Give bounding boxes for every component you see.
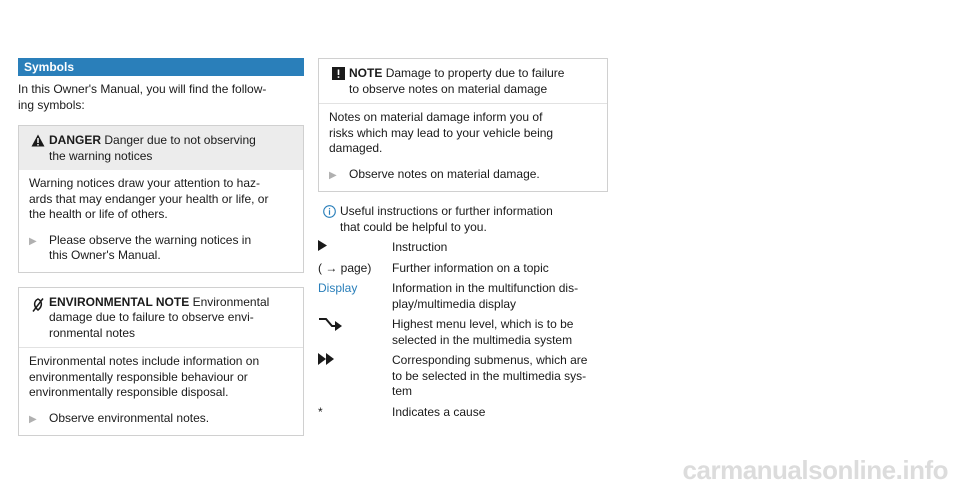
symbol-row-asterisk (318, 405, 608, 421)
section-header-symbols: Symbols (18, 58, 304, 76)
right-column (318, 58, 608, 420)
environment-bullet (29, 411, 293, 428)
instruction-arrow-icon (318, 240, 392, 256)
symbol-row-instruction (318, 240, 608, 256)
symbol-row-submenu (318, 353, 608, 400)
environment-leaf-icon (27, 295, 49, 342)
bullet-arrow-icon: ▶ (29, 413, 37, 425)
symbol-label: ( → page) (318, 260, 372, 275)
submenu-double-arrow-icon (318, 353, 392, 400)
note-bullet (329, 167, 597, 184)
note-title: NOTE (349, 66, 383, 80)
info-circle-icon (318, 204, 340, 235)
bullet-arrow-icon: ▶ (29, 235, 37, 247)
danger-title: DANGER (49, 133, 102, 147)
note-bullet-text: Observe notes on material damage. (349, 166, 540, 181)
note-body: Notes on material damage inform you of risks which may lead to your vehicle being damaged. (329, 110, 554, 155)
left-column (18, 58, 304, 436)
environment-bullet-text: Observe environmental notes. (49, 410, 210, 425)
symbol-desc: Highest menu level, which is to be selected in the multimedia system (392, 317, 574, 347)
note-box (318, 58, 608, 192)
danger-bullet (29, 233, 293, 264)
intro-text: In this Owner's Manual, you will find the follow- ing symbols: (18, 82, 267, 112)
symbol-desc: Indicates a cause (392, 404, 486, 419)
symbol-row-display (318, 281, 608, 312)
danger-box (18, 125, 304, 273)
symbol-label: Display (318, 281, 358, 295)
environment-title: ENVIRONMENTAL NOTE (49, 294, 190, 309)
note-heading: Damage to property due to failure to observe notes on material damage (349, 66, 565, 96)
bullet-arrow-icon: ▶ (329, 169, 337, 181)
environment-box (18, 287, 304, 437)
environment-box-header (19, 288, 303, 349)
note-box-header (319, 59, 607, 104)
watermark: carmanualsonline.info (682, 454, 948, 485)
symbol-desc: Further information on a topic (392, 260, 549, 275)
info-text: Useful instructions or further information that could be helpful to you. (340, 204, 553, 234)
symbol-desc: Information in the multifunction dis- play/multimedia display (392, 281, 579, 311)
symbol-desc: Corresponding submenus, which are to be selected in the multimedia sys- tem (392, 353, 588, 398)
symbol-row-page-ref (318, 261, 608, 277)
menu-level-arrow-icon (318, 317, 392, 348)
symbol-row-menu-level (318, 317, 608, 348)
exclamation-icon (327, 66, 349, 97)
danger-box-header (19, 126, 303, 170)
info-note (318, 204, 608, 235)
danger-heading: Danger due to not observing the warning notices (49, 133, 256, 163)
environment-body: Environmental notes include information on environmentally responsible behaviour or environmentally responsible disposal. (29, 354, 260, 399)
environment-heading: Environmental damage due to failure to observe envi- ronmental notes (49, 294, 270, 340)
symbol-desc: Instruction (392, 240, 448, 254)
danger-body: Warning notices draw your attention to haz- ards that may endanger your health or life, or the health or life of others. (29, 176, 269, 221)
symbol-label: * (318, 404, 323, 419)
warning-triangle-icon (27, 133, 49, 164)
danger-bullet-text: Please observe the warning notices in this Owner's Manual. (49, 232, 252, 262)
